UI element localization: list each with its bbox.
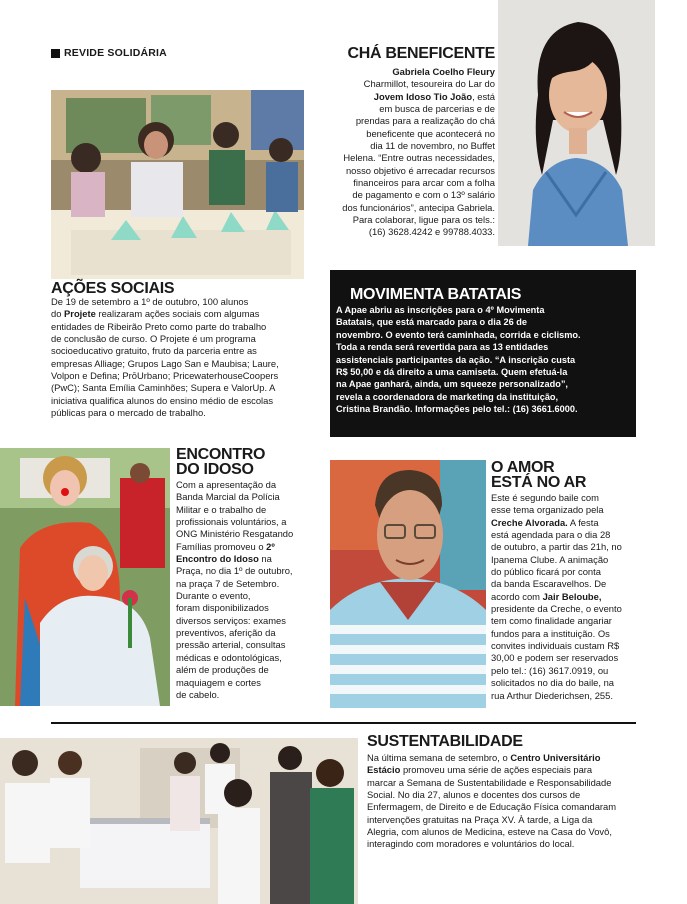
encontro-title: [176, 447, 265, 477]
amor-line: Creche Alvorada. A festa: [491, 516, 599, 528]
encontro-line: Durante o evento,: [176, 590, 251, 602]
photo-acoes-sociais: [51, 90, 304, 279]
acoes-line: socioeducativo gratuito, fruto da parceria entre as: [51, 345, 257, 357]
sustentabilidade-body: [367, 752, 642, 851]
acoes-line: entidades de Ribeirão Preto como parte do trabalho: [51, 320, 267, 332]
sustentabilidade-line: Enfermagem, de Direito e de Educação Física comandaram: [367, 801, 617, 813]
encontro-line: Encontro do Idoso na: [176, 553, 272, 565]
encontro-line: maquiagem e cortes: [176, 676, 261, 688]
movimenta-line: Batatais, que está marcado para o dia 26 de: [336, 317, 527, 328]
acoes-line: Volpon e Defina; PrōUrbano; PricewaterhouseCoopers: [51, 370, 279, 382]
sustentabilidade-line: Estácio promoveu uma série de ações especiais para: [367, 764, 593, 776]
amor-line: Ipanema Clube. A animação: [491, 553, 609, 565]
photo-sustentabilidade: [0, 738, 358, 904]
cha-line: de pagamento e com o 13º salário: [352, 189, 495, 201]
cha-line: nosso objetivo é arrecadar recursos: [345, 164, 495, 176]
cha-line: financeiros para arcar com a folha: [353, 177, 495, 189]
sustentabilidade-line: intervenções gratuitas na Praça XV. À tarde, a Liga da: [367, 813, 593, 825]
amor-body: [491, 492, 641, 702]
acoes-line: públicas para o mercado de trabalho.: [51, 407, 206, 419]
cha-line: Para colaborar, ligue para os tels.:: [352, 214, 495, 226]
encontro-line: na praça 7 de Setembro.: [176, 577, 280, 589]
movimenta-line: na Apae ganhará, ainda, um squeeze personalizado”,: [336, 379, 568, 390]
photo-encontro-idoso: [0, 448, 170, 706]
encontro-line: de cabelo.: [176, 688, 220, 700]
movimenta-line: Toda a renda será revertida para as 13 entidades: [336, 342, 549, 353]
encontro-line: médicas e odontológicas,: [176, 651, 282, 663]
encontro-line: Banda Marcial da Polícia: [176, 491, 280, 503]
encontro-line: preventivos, aferição da: [176, 627, 276, 639]
amor-line: convites individuais custam R$: [491, 640, 620, 652]
cha-line: prendas para a realização do chá: [355, 115, 495, 127]
acoes-line: iniciativa qualifica alunos do ensino médio de escolas: [51, 394, 274, 406]
amor-line: da banda Escaravelhos. De: [491, 578, 607, 590]
amor-line: presidente da Creche, o evento: [491, 603, 622, 615]
movimenta-body: [336, 304, 634, 416]
encontro-line: Militar e o trabalho de: [176, 503, 267, 515]
amor-title-line2: ESTÁ NO AR: [491, 474, 587, 491]
amor-line: Este é segundo baile com: [491, 492, 599, 503]
movimenta-title: MOVIMENTA BATATAIS: [350, 286, 522, 303]
sustentabilidade-line: interagindo com moradores e voluntários do local.: [367, 838, 575, 850]
section-tag: REVIDE SOLIDÁRIA: [64, 47, 167, 59]
movimenta-line: assistenciais participantes da ação. “A inscrição custa: [336, 354, 576, 365]
sustentabilidade-title: SUSTENTABILIDADE: [367, 733, 523, 750]
amor-line: 30,00 e podem ser reservados: [491, 652, 619, 664]
acoes-line: De 19 de setembro a 1º de outubro, 100 alunos: [51, 296, 249, 307]
amor-line: está agendada para o dia 28: [491, 529, 611, 541]
cha-line: (16) 3628.4242 e 99788.4033.: [368, 226, 495, 238]
movimenta-box: [330, 270, 636, 437]
amor-line: de outubro, a partir das 21h, no: [491, 541, 622, 553]
amor-title-line1: O AMOR: [491, 459, 555, 476]
cha-line: Jovem Idoso Tio João, está: [373, 90, 495, 102]
amor-line: acordo com Jair Beloube,: [491, 590, 602, 602]
amor-line: fundos para a instituição. Os: [491, 627, 610, 639]
acoes-line: do Projete realizaram ações sociais com algumas: [51, 308, 260, 320]
cha-line: em busca de parcerias e de: [379, 103, 495, 115]
encontro-line: foram disponibilizados: [176, 602, 269, 614]
acoes-title: AÇÕES SOCIAIS: [51, 280, 175, 297]
acoes-body: [51, 296, 311, 419]
encontro-body: [176, 479, 326, 701]
cha-line: beneficente que acontecerá no: [366, 127, 495, 139]
photo-jair-beloube: [330, 460, 486, 708]
amor-line: rua Arthur Diederichsen, 255.: [491, 689, 613, 701]
encontro-line: diversos serviços: exames: [176, 614, 286, 626]
sustentabilidade-line: marcar a Semana de Sustentabilidade e Responsabilidade: [367, 776, 612, 788]
cha-line: dia 11 de novembro, no Buffet: [370, 140, 495, 152]
section-divider: [51, 722, 636, 724]
encontro-line: ONG Ministério Resgatando: [176, 528, 294, 540]
cha-line: Charmillot, tesoureira do Lar do: [363, 78, 495, 90]
cha-line: dos funcionários”, antecipa Gabriela.: [342, 201, 495, 213]
encontro-line: além de produções de: [176, 664, 269, 676]
movimenta-line: revela a coordenadora de marketing da instituição,: [336, 391, 559, 402]
cha-title: CHÁ BENEFICENTE: [347, 45, 495, 62]
cha-line: Gabriela Coelho Fleury: [392, 66, 495, 77]
sustentabilidade-line: Alegria, com alunos de Medicina, esteve na Casa do Vovô,: [367, 826, 612, 838]
amor-line: tem como finalidade angariar: [491, 615, 612, 627]
photo-gabriela-portrait: [498, 0, 655, 246]
amor-line: do público ficará por conta: [491, 566, 601, 578]
acoes-line: empresas Alliage; Grupos Lago San e Maubisa; Laure,: [51, 357, 279, 369]
acoes-line: de conclusão de curso. O Projete é um programa: [51, 333, 256, 345]
section-bullet-icon: [51, 49, 60, 58]
encontro-title-line1: ENCONTRO: [176, 446, 266, 463]
movimenta-line: R$ 50,00 e dá direito a uma camiseta. Quem efetuá-la: [336, 367, 568, 378]
movimenta-line: novembro. O evento terá caminhada, corrida e ciclismo.: [336, 329, 581, 340]
encontro-title-line2: DO IDOSO: [176, 461, 254, 478]
encontro-line: Praça, no dia 1º de outubro,: [176, 565, 293, 577]
movimenta-line: Cristina Brandão. Informações pelo tel.: (16) 3661.6000.: [336, 404, 578, 415]
encontro-line: pressão arterial, consultas: [176, 639, 286, 651]
sustentabilidade-line: Social. No dia 27, alunos e docentes dos cursos de: [367, 789, 581, 801]
amor-title: [491, 460, 586, 490]
amor-line: pelo tel.: (16) 3617.0919, ou: [491, 664, 609, 676]
acoes-line: (PwC); Santa Emília Caminhões; Supera e ValorUp. A: [51, 382, 276, 394]
encontro-line: Com a apresentação da: [176, 479, 277, 490]
cha-body: [292, 66, 495, 239]
encontro-line: Famílias promoveu o 2º: [176, 540, 275, 552]
cha-line: Helena. “Entre outras necessidades,: [343, 152, 495, 164]
encontro-line: profissionais voluntários, a: [176, 516, 287, 528]
amor-line: solicitados no dia do baile, na: [491, 677, 615, 689]
sustentabilidade-line: Na última semana de setembro, o Centro Universitário: [367, 752, 601, 763]
amor-line: esse tema organizado pela: [491, 504, 604, 516]
movimenta-line: A Apae abriu as inscrições para o 4º Movimenta: [336, 305, 545, 315]
